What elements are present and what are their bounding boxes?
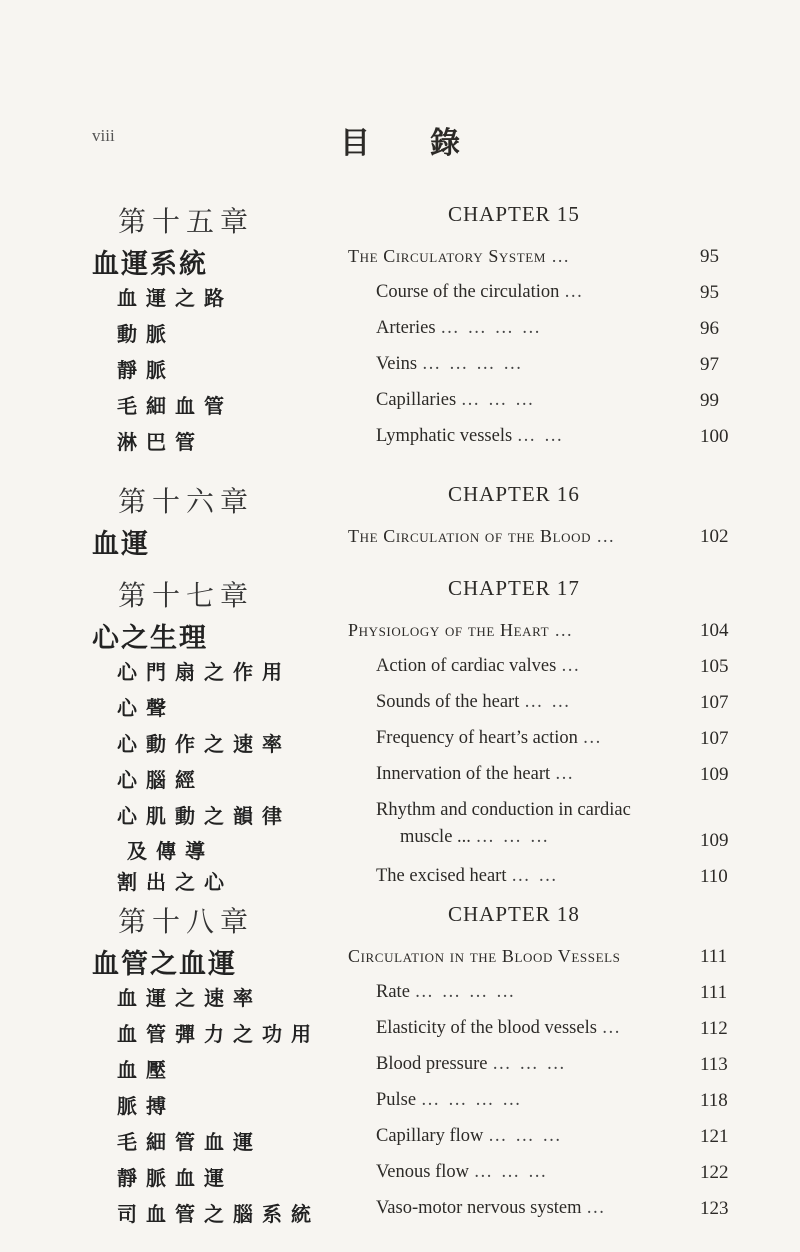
entry-page: 118 xyxy=(700,1090,728,1111)
toc-entry xyxy=(0,862,800,898)
entry-cn: 淋巴管 xyxy=(117,430,204,454)
chapter-16 xyxy=(0,476,800,558)
chapter-17 xyxy=(0,570,800,898)
chapter-heading-cn: 第十七章 xyxy=(118,579,255,612)
entry-en-text: Venous flow xyxy=(376,1162,470,1182)
entry-dots: … … … xyxy=(473,1162,549,1182)
entry-page: 104 xyxy=(700,620,729,641)
entry-page: 107 xyxy=(700,728,729,749)
entry-dots: … … … xyxy=(475,827,551,847)
toc-entry xyxy=(0,796,800,862)
entry-en xyxy=(376,800,631,848)
entry-en xyxy=(376,692,572,713)
toc-entry xyxy=(0,688,800,724)
entry-dots: … … … xyxy=(488,1126,563,1146)
entry-dots: … … … … xyxy=(420,1090,523,1110)
entry-en-text: Circulation in the Blood Vessels xyxy=(348,946,621,966)
entry-en-text: Blood pressure xyxy=(376,1054,488,1074)
chapter-heading xyxy=(0,476,800,522)
toc-entry xyxy=(0,1122,800,1158)
entry-en-text: Capillaries xyxy=(376,390,457,410)
toc-entry xyxy=(0,1086,800,1122)
entry-en-line1: Rhythm and conduction in cardiac xyxy=(376,800,631,820)
entry-cn: 心動作之速率 xyxy=(117,732,291,756)
entry-en-text: Veins xyxy=(376,354,418,374)
toc-entry xyxy=(0,278,800,314)
entry-page: 102 xyxy=(700,526,729,547)
toc-entry xyxy=(0,1014,800,1050)
entry-cn: 血壓 xyxy=(117,1058,175,1082)
entry-en-line2 xyxy=(376,827,631,848)
entry-page: 111 xyxy=(700,946,728,967)
entry-page: 105 xyxy=(700,656,729,677)
entry-cn: 靜脈 xyxy=(117,358,175,382)
chapter-heading xyxy=(0,896,800,942)
entry-en xyxy=(376,866,559,887)
entry-dots: … xyxy=(596,526,617,546)
entry-dots: … xyxy=(564,282,585,302)
entry-en xyxy=(376,982,516,1003)
entry-dots: … xyxy=(582,728,604,748)
entry-cn: 血運 xyxy=(92,529,150,560)
entry-cn: 心之生理 xyxy=(92,623,208,654)
entry-en-text: Arteries xyxy=(376,318,436,338)
entry-cn: 心腦經 xyxy=(117,768,204,792)
toc-entry xyxy=(0,1194,800,1230)
entry-cn: 心聲 xyxy=(117,696,175,720)
chapter-18 xyxy=(0,896,800,1230)
entry-cn: 毛細管血運 xyxy=(117,1130,262,1154)
entry-page: 123 xyxy=(700,1198,729,1219)
toc-entry xyxy=(0,422,800,458)
page-title-char: 目 xyxy=(340,126,370,161)
entry-cn: 動脈 xyxy=(117,322,175,346)
entry-en xyxy=(376,728,603,749)
entry-en-text: The excised heart xyxy=(376,866,507,886)
entry-cn xyxy=(117,800,291,864)
entry-en-text: The Circulation of the Blood xyxy=(348,526,592,546)
entry-en xyxy=(348,526,616,547)
entry-page: 95 xyxy=(700,282,719,303)
entry-en-text: Capillary flow xyxy=(376,1126,484,1146)
entry-page: 122 xyxy=(700,1162,729,1183)
entry-page: 111 xyxy=(700,982,728,1003)
entry-en-text: Frequency of heart’s action xyxy=(376,728,578,748)
toc-entry xyxy=(0,760,800,796)
entry-page: 113 xyxy=(700,1054,728,1075)
page-title xyxy=(340,118,460,162)
entry-cn: 脈搏 xyxy=(117,1094,175,1118)
entry-en xyxy=(376,1162,548,1183)
toc-entry xyxy=(0,978,800,1014)
entry-en-line2-text: muscle ... xyxy=(400,827,471,847)
entry-en-text: Pulse xyxy=(376,1090,417,1110)
chapter-15 xyxy=(0,196,800,458)
toc-entry xyxy=(0,652,800,688)
entry-page: 110 xyxy=(700,866,728,887)
entry-en-text: Sounds of the heart xyxy=(376,692,520,712)
entry-cn: 心門扇之作用 xyxy=(117,660,291,684)
entry-en xyxy=(376,656,581,677)
entry-en-text: Innervation of the heart xyxy=(376,764,551,784)
chapter-heading xyxy=(0,196,800,242)
entry-page: 99 xyxy=(700,390,719,411)
chapter-heading xyxy=(0,570,800,616)
toc-entry-main xyxy=(0,242,800,278)
entry-dots: … … … … xyxy=(421,354,524,374)
entry-dots: … … … xyxy=(460,390,536,410)
page-title-char: 錄 xyxy=(430,126,460,161)
entry-en xyxy=(376,1054,567,1075)
entry-dots: … … … … xyxy=(440,318,543,338)
toc-entry-main xyxy=(0,522,800,558)
entry-en-text: Lymphatic vessels xyxy=(376,426,513,446)
entry-page: 121 xyxy=(700,1126,729,1147)
entry-en-text: Elasticity of the blood vessels xyxy=(376,1018,597,1038)
chapter-heading-cn: 第十六章 xyxy=(118,485,255,518)
toc-entry xyxy=(0,724,800,760)
entry-en xyxy=(376,282,585,303)
toc-entry-main xyxy=(0,942,800,978)
entry-en-text: Course of the circulation xyxy=(376,282,560,302)
entry-cn-line2: 及傳導 xyxy=(127,839,214,863)
entry-en xyxy=(376,1018,622,1039)
entry-en xyxy=(376,390,536,411)
chapter-heading-en: CHAPTER 17 xyxy=(448,576,580,600)
toc-entry xyxy=(0,1158,800,1194)
entry-cn: 司血管之腦系統 xyxy=(117,1202,320,1226)
entry-en xyxy=(348,620,574,641)
entry-page: 96 xyxy=(700,318,719,339)
entry-dots: … … … … xyxy=(414,982,517,1002)
entry-page: 100 xyxy=(700,426,729,447)
entry-page: 97 xyxy=(700,354,719,375)
entry-cn: 割出之心 xyxy=(117,870,233,894)
entry-cn: 毛細血管 xyxy=(117,394,233,418)
entry-cn-line1: 心肌動之韻律 xyxy=(117,804,291,828)
entry-dots: … xyxy=(586,1198,607,1218)
entry-cn: 血運系統 xyxy=(92,249,208,280)
entry-en xyxy=(376,426,564,447)
entry-cn: 靜脈血運 xyxy=(117,1166,233,1190)
entry-en xyxy=(376,1198,607,1219)
entry-en xyxy=(376,354,524,375)
toc-entry-main xyxy=(0,616,800,652)
entry-page: 109 xyxy=(700,764,729,785)
entry-en xyxy=(348,246,571,267)
entry-dots: … xyxy=(551,246,572,266)
entry-en xyxy=(376,1090,523,1111)
entry-en-text: Rate xyxy=(376,982,410,1002)
entry-dots: … xyxy=(560,656,582,676)
page-number: viii xyxy=(92,126,115,145)
entry-en-text: Physiology of the Heart xyxy=(348,620,550,640)
entry-cn: 血運之路 xyxy=(117,286,233,310)
entry-page: 109 xyxy=(700,830,729,851)
toc-entry xyxy=(0,386,800,422)
entry-dots: … … xyxy=(511,866,559,886)
entry-en-text: Vaso-motor nervous system xyxy=(376,1198,582,1218)
entry-en xyxy=(348,946,620,967)
toc-entry xyxy=(0,350,800,386)
entry-dots: … … xyxy=(516,426,565,446)
entry-cn: 血管之血運 xyxy=(92,949,237,980)
entry-en xyxy=(376,764,575,785)
chapter-heading-en: CHAPTER 15 xyxy=(448,202,580,226)
chapter-heading-en: CHAPTER 18 xyxy=(448,902,580,926)
entry-en xyxy=(376,1126,563,1147)
entry-dots: … … xyxy=(523,692,572,712)
entry-dots: … … … xyxy=(492,1054,567,1074)
entry-cn: 血運之速率 xyxy=(117,986,262,1010)
entry-en xyxy=(376,318,542,339)
entry-en-text: Action of cardiac valves xyxy=(376,656,557,676)
entry-page: 95 xyxy=(700,246,719,267)
entry-page: 107 xyxy=(700,692,729,713)
entry-cn: 血管彈力之功用 xyxy=(117,1022,320,1046)
entry-en-text: The Circulatory System xyxy=(348,246,546,266)
chapter-heading-cn: 第十五章 xyxy=(118,205,255,238)
chapter-heading-en: CHAPTER 16 xyxy=(448,482,580,506)
entry-dots: … xyxy=(601,1018,623,1038)
entry-dots: … xyxy=(554,764,576,784)
chapter-heading-cn: 第十八章 xyxy=(118,905,255,938)
toc-entry xyxy=(0,1050,800,1086)
toc-entry xyxy=(0,314,800,350)
entry-page: 112 xyxy=(700,1018,728,1039)
entry-dots: … xyxy=(554,620,575,640)
